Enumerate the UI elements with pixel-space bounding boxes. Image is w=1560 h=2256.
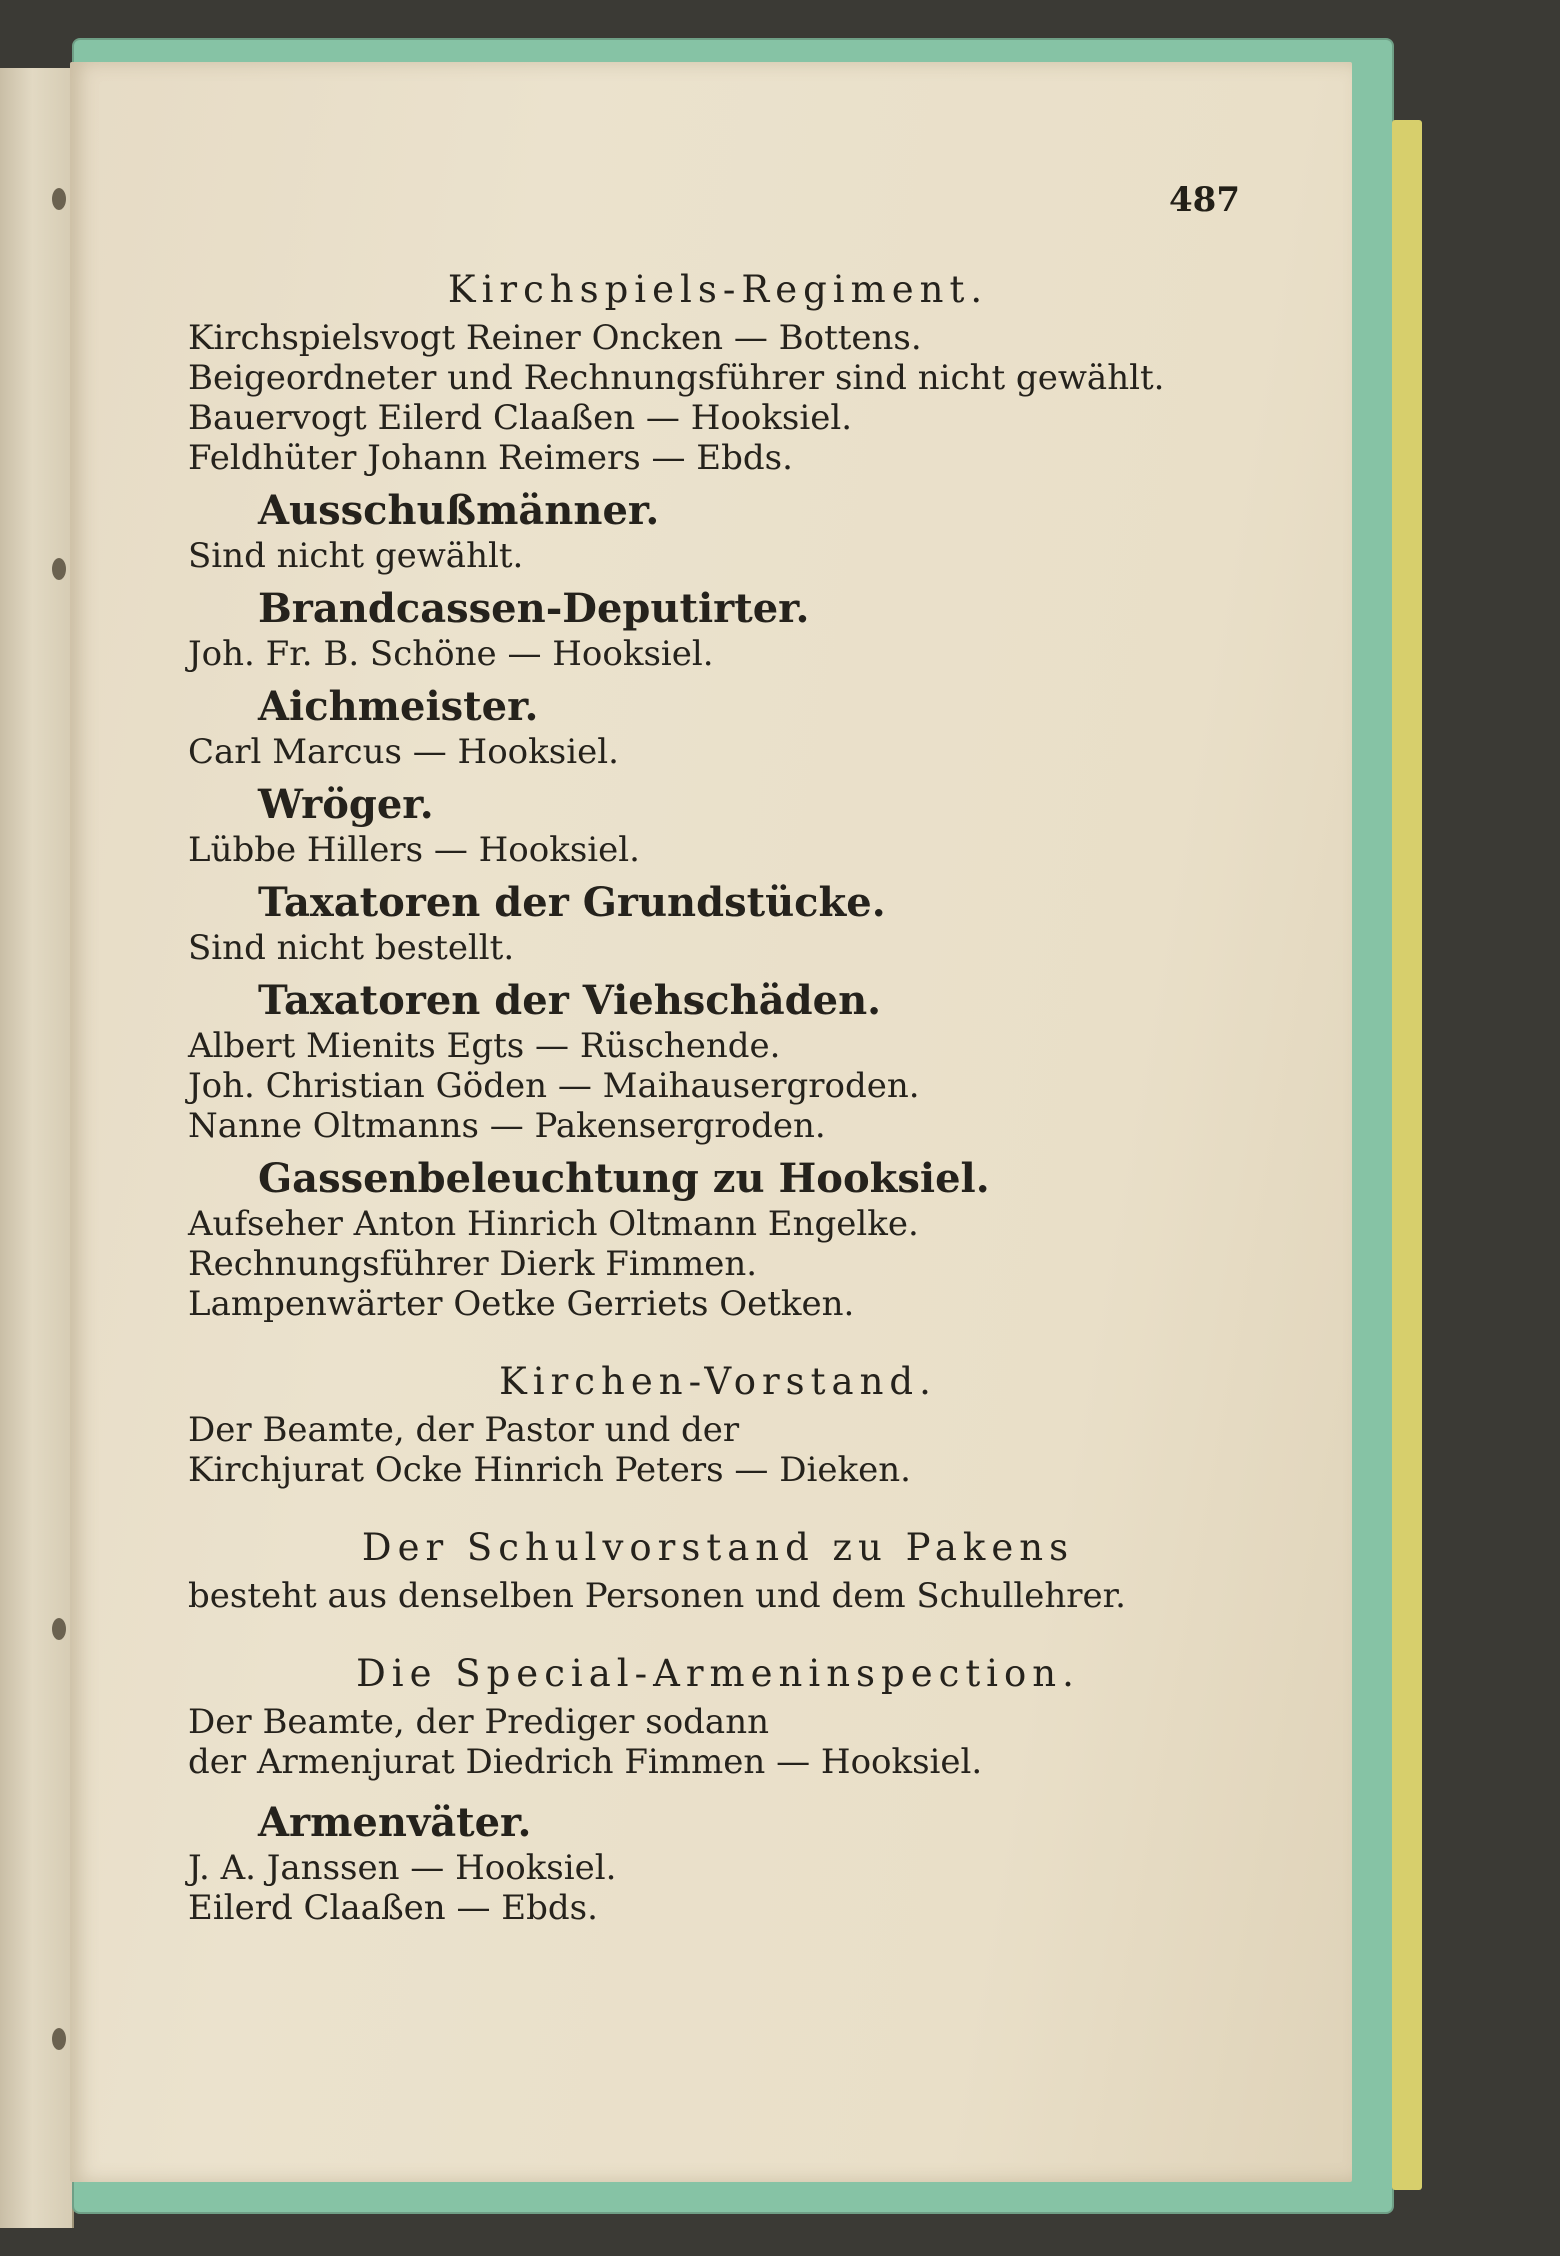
text-line: J. A. Janssen — Hooksiel. xyxy=(188,1848,617,1888)
left-page-edge xyxy=(0,68,74,2228)
heading-wroger: Wröger. xyxy=(258,781,434,828)
book-page xyxy=(70,62,1352,2182)
heading-taxatoren-grund: Taxatoren der Grundstücke. xyxy=(258,879,886,926)
text-line: Carl Marcus — Hooksiel. xyxy=(188,732,619,772)
binding-hole-mark xyxy=(52,2028,66,2050)
text-line: Sind nicht bestellt. xyxy=(188,928,515,968)
text-line: Feldhüter Johann Reimers — Ebds. xyxy=(188,438,793,478)
text-line: der Armenjurat Diedrich Fimmen — Hooksiel. xyxy=(188,1742,983,1782)
binding-hole-mark xyxy=(52,1618,66,1640)
text-line: Lampenwärter Oetke Gerriets Oetken. xyxy=(188,1284,855,1324)
text-line: Nanne Oltmanns — Pakensergroden. xyxy=(188,1106,826,1146)
binding-hole-mark xyxy=(52,188,66,210)
heading-aichmeister: Aichmeister. xyxy=(258,683,539,730)
text-line: Rechnungsführer Dierk Fimmen. xyxy=(188,1244,758,1284)
page-content xyxy=(188,262,1248,1928)
text-line: Sind nicht gewählt. xyxy=(188,536,524,576)
page-number: 487 xyxy=(1169,180,1240,220)
cover-edge xyxy=(1392,120,1422,2190)
section-title-schulvorstand: Der Schulvorstand zu Pakens xyxy=(361,1526,1075,1569)
section-title-kirchspiel: Kirchspiels-Regiment. xyxy=(447,268,989,311)
text-line: Beigeordneter und Rechnungsführer sind nicht gewählt. xyxy=(188,358,1165,398)
text-line: Joh. Christian Göden — Maihausergroden. xyxy=(188,1066,920,1106)
heading-taxatoren-vieh: Taxatoren der Viehschäden. xyxy=(258,977,882,1024)
section-title-armeninspection: Die Special-Armeninspection. xyxy=(356,1652,1080,1695)
text-line: Kirchspielsvogt Reiner Oncken — Bottens. xyxy=(188,318,922,358)
heading-brandcassen: Brandcassen-Deputirter. xyxy=(258,585,810,632)
text-line: Joh. Fr. B. Schöne — Hooksiel. xyxy=(188,634,714,674)
text-line: Eilerd Claaßen — Ebds. xyxy=(188,1888,598,1928)
text-line: Lübbe Hillers — Hooksiel. xyxy=(188,830,640,870)
section-title-kirchen: Kirchen-Vorstand. xyxy=(499,1360,937,1403)
heading-gassenbeleuchtung: Gassenbeleuchtung zu Hooksiel. xyxy=(258,1155,990,1202)
text-line: Der Beamte, der Pastor und der xyxy=(188,1410,740,1450)
text-line: Bauervogt Eilerd Claaßen — Hooksiel. xyxy=(188,398,853,438)
heading-armenvaeter: Armenväter. xyxy=(258,1799,532,1846)
text-line: besteht aus denselben Personen und dem Schullehrer. xyxy=(188,1576,1126,1616)
binding-hole-mark xyxy=(52,558,66,580)
text-line: Kirchjurat Ocke Hinrich Peters — Dieken. xyxy=(188,1450,911,1490)
text-line: Der Beamte, der Prediger sodann xyxy=(188,1702,769,1742)
text-line: Albert Mienits Egts — Rüschende. xyxy=(188,1026,781,1066)
text-line: Aufseher Anton Hinrich Oltmann Engelke. xyxy=(188,1204,919,1244)
heading-ausschuss: Ausschußmänner. xyxy=(258,487,660,534)
